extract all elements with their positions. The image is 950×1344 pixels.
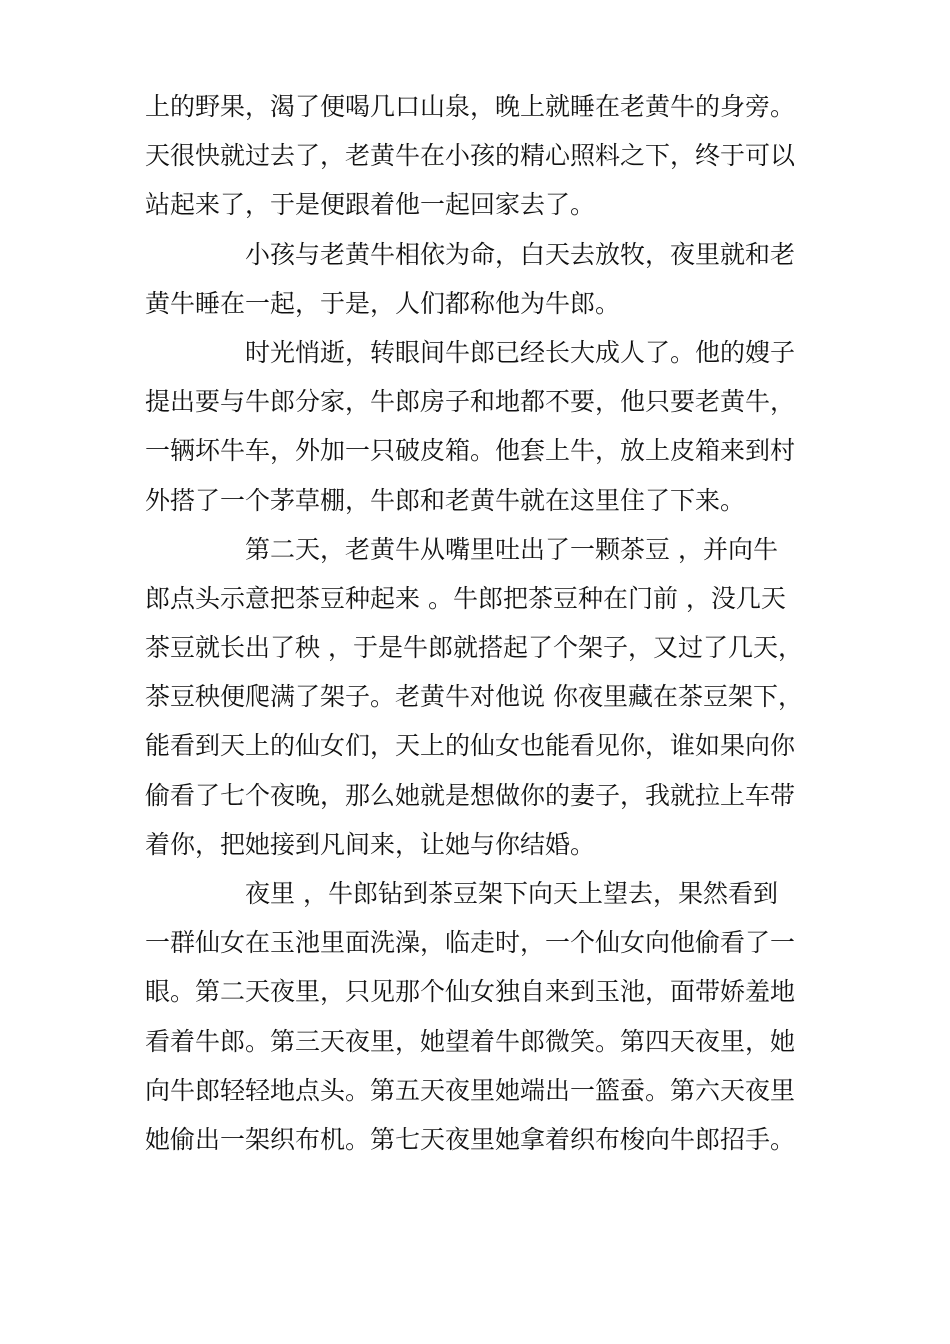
paragraph-first-line: 时光悄逝，转眼间牛郎已经长大成人了。他的嫂子	[245, 337, 796, 367]
text-line: 她偷出一架织布机。第七天夜里她拿着织布梭向牛郎招手。	[145, 1124, 796, 1154]
text-line: 上的野果，渴了便喝几口山泉，晚上就睡在老黄牛的身旁。	[145, 92, 796, 121]
text-line: 眼。第二天夜里，只见那个仙女独自来到玉池，面带娇羞地	[145, 977, 796, 1007]
text-line: 看着牛郎。第三天夜里，她望着牛郎微笑。第四天夜里，她	[145, 1026, 796, 1056]
text-line: 偷看了七个夜晚，那么她就是想做你的妻子，我就拉上车带	[145, 780, 796, 810]
text-line: 提出要与牛郎分家，牛郎房子和地都不要，他只要老黄牛，	[145, 387, 796, 417]
text-line: 郎点头示意把茶豆种起来 。牛郎把茶豆种在门前 ，没几天	[145, 583, 786, 613]
paragraph-first-line: 第二天，老黄牛从嘴里吐出了一颗茶豆 ，并向牛	[245, 534, 778, 564]
text-line: 向牛郎轻轻地点头。第五天夜里她端出一篮蚕。第六天夜里	[145, 1075, 796, 1105]
text-line: 能看到天上的仙女们，天上的仙女也能看见你，谁如果向你	[145, 731, 796, 761]
text-line: 黄牛睡在一起，于是，人们都称他为牛郎。	[145, 288, 621, 318]
text-line: 站起来了，于是便跟着他一起回家去了。	[145, 190, 596, 220]
text-line: 天很快就过去了，老黄牛在小孩的精心照料之下，终于可以	[145, 141, 796, 171]
paragraph-first-line: 小孩与老黄牛相依为命，白天去放牧，夜里就和老	[245, 239, 796, 269]
text-line: 一群仙女在玉池里面洗澡，临走时，一个仙女向他偷看了一	[145, 928, 796, 958]
text-line: 一辆坏牛车，外加一只破皮箱。他套上牛，放上皮箱来到村	[145, 436, 796, 466]
text-line: 茶豆就长出了秧 ，于是牛郎就搭起了个架子，又过了几天，	[145, 633, 803, 663]
text-line: 着你，把她接到凡间来，让她与你结婚。	[145, 829, 596, 859]
body-text	[145, 82, 825, 1164]
text-line: 外搭了一个茅草棚，牛郎和老黄牛就在这里住了下来。	[145, 485, 746, 515]
paragraph-first-line: 夜里 ，牛郎钻到茶豆架下向天上望去，果然看到	[245, 879, 778, 908]
text-line: 茶豆秧便爬满了架子。老黄牛对他说 你夜里藏在茶豆架下，	[145, 682, 803, 712]
